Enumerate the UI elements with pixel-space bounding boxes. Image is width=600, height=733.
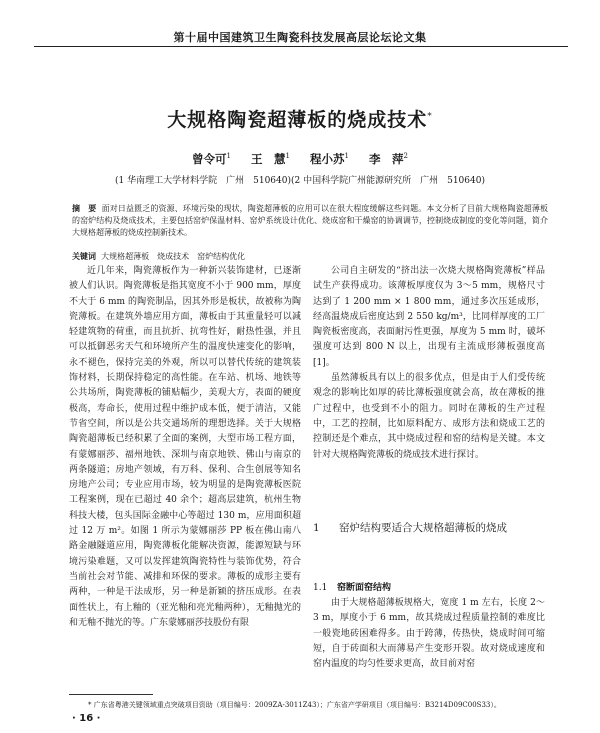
section-1-heading <box>313 519 545 538</box>
right-paragraph-2: 虽然薄板具有以上的很多优点，但是由于人们受传统观念的影响比如厚的砖比薄板强度就会高，故在薄板的推广过程中，也受到不小的阻力。同时在薄板的生产过程中，工艺的控制，比如原料配方、成形方法和烧成工艺的控制还是个难点，其中烧成过程和窑的结构是关键。本文针对大规格陶瓷薄板的烧成技术进行探讨。 <box>313 373 545 460</box>
section-1-title: 窑炉结构要适合大规格超薄板的烧成 <box>339 522 507 534</box>
left-paragraph-1: 近几年来，陶瓷薄板作为一种新兴装饰建材，已逐渐被人们认识。陶瓷薄板是指其宽度不小于 900 mm，厚度不大于 6 mm 的陶瓷制品，因其外形是板状，故被称为陶瓷薄板。在建筑外墙应用方面，薄板由于其重量轻可以减轻建筑物的荷重，而且抗折、抗弯性好，耐热性强，并且可以抵御恶劣天气和环境所产生的温度快速变化的影响，永不褪色，保持完美的外观，所以可以替代传统的建筑装饰材料，长期保持稳定的高性能。在车站、机场、地铁等公共场所，陶瓷薄板的铺贴幅少，美观大方，表面的硬度极高，寿命长，使用过程中维护成本低，便于清洁，又能节省空间，所以是公共交通场所的理想选择。关于大规格陶瓷超薄板已经积累了全面的案例，大型市场工程方面，有蒙娜丽莎、福州地铁、深圳与南京地铁、佛山与南京的两条隧道；房地产领域，有万科、保利、合生创展等知名房地产公司；专业应用市场，较为明显的是陶瓷薄板医院工程案例，现在已超过 40 余个；超高层建筑，杭州生物科技大楼，包头国际金融中心等超过 130 m，应用面积超过 12 万 m²。如图 1 所示为蒙娜丽莎 PP 板在佛山南八路金融隧道应用，陶瓷薄板化能解决资源，能源短缺与环境污染难题，又可以发挥建筑陶瓷特性与装饰优势，符合当前社会对节能、减排和环保的要求。薄板的成形主要有两种，一种是干法成形，另一种是新颖的挤压成形。在表面性状上，有上釉的（亚光釉和亮光釉两种），无釉抛光的和无釉不抛光的等。广东蒙娜丽莎技股份有限 <box>69 266 301 628</box>
footnote-mark: * <box>88 701 92 709</box>
abstract <box>72 202 548 239</box>
header-rule <box>34 46 568 47</box>
paper-title-text: 大规格陶瓷超薄板的烧成技术 <box>167 109 428 131</box>
title-footnote-mark: * <box>427 111 433 122</box>
right-paragraph-1: 公司自主研发的“挤出法一次烧大规格陶瓷薄板”样品试生产获得成功。该薄板厚度仅为 3～5 mm，规格尺寸达到了 1 200 mm × 1 800 mm，通过多次压延成形，经高温烧成后密度达到 2 550 kg/m³，比同样厚度的工厂陶瓷板密度高，表面耐污性更强，厚度为 5 mm 时，破坏强度可达到 800 N 以上，出现有主流成形薄板强度高[1]。 <box>313 266 545 368</box>
section-1-1-heading <box>313 580 545 593</box>
author-2: 王 慧 <box>251 152 286 166</box>
author-2-affil: 1 <box>285 152 290 161</box>
author-1-affil: 1 <box>226 152 231 161</box>
page-number: · 16 · <box>72 713 101 724</box>
author-3-affil: 1 <box>344 152 349 161</box>
author-4-affil: 2 <box>403 152 408 161</box>
author-4: 李 萍 <box>369 152 404 166</box>
keywords-label: 关键词 <box>72 251 96 261</box>
section-1-1-body <box>313 596 545 672</box>
running-title: 第十届中国建筑卫生陶瓷科技发展高层论坛论文集 <box>173 31 427 44</box>
page-header <box>0 0 600 46</box>
section-1-1-number: 1.1 <box>313 583 328 593</box>
abstract-label: 摘 要 <box>72 203 97 213</box>
author-1: 曾令可 <box>192 152 227 166</box>
paper-title <box>0 105 600 132</box>
author-3: 程小苏 <box>310 152 345 166</box>
keywords-text: 大规格超薄板 烧成技术 窑炉结构优化 <box>101 252 246 261</box>
section-1-1-title: 窑断面窑结构 <box>337 583 392 593</box>
right-column <box>313 264 545 463</box>
author-line <box>0 151 600 167</box>
abstract-text: 面对日益匮乏的资源、环境污染的现状，陶瓷超薄板的应用可以在很大程度缓解这些问题。本文分析了目前大规格陶瓷超薄板的窑炉结构及烧成技术，主要包括窑炉保温材料、窑炉系统设计优化、烧成窑和干燥窑的协调调节，控制烧成制度的变化等问题，简介大规格超薄板的烧成控制新技术。 <box>72 204 549 237</box>
section-1-1-paragraph: 由于大规格超薄板规格大，宽度 1 m 左右，长度 2～3 m，厚度小于 6 mm，故其烧成过程质量控制的难度比一般瓷地砖困难得多。由于跨薄，传热快，烧成时间可缩短，自于砖面积大而薄易产生变形开裂。故对烧成速度和窑内温度的均匀性要求更高，故目前对窑 <box>313 598 545 670</box>
footnote-rule <box>69 694 153 695</box>
footnote-text: 广东省粤港关键领域重点突破项目资助（项目编号：2009ZA-3011Z43）；广东省产学研项目（项目编号：B3214D09C00S33）。 <box>93 701 501 709</box>
affiliation: (1 华南理工大学材料学院 广州 510640)(2 中国科学院广州能源研究所 广州 510640) <box>115 176 485 186</box>
section-1-number: 1 <box>313 522 320 534</box>
keywords <box>72 251 548 262</box>
left-column <box>69 264 301 631</box>
footnote <box>88 700 558 710</box>
